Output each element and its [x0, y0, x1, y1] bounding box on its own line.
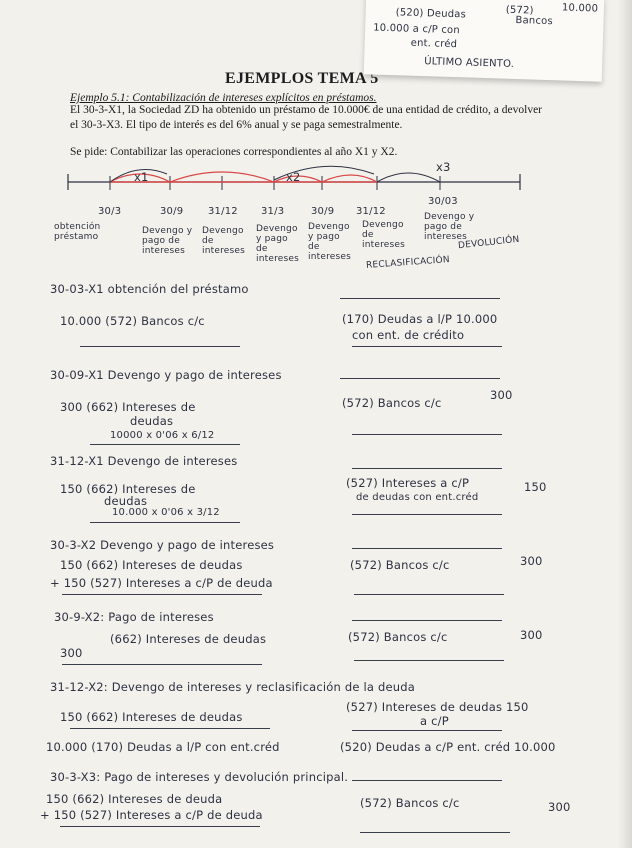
note-line2-left: 10.000 a c/P con	[373, 22, 461, 37]
timeline-date: 31/12	[208, 206, 238, 217]
ruled-line	[70, 728, 270, 729]
entry-credit: (572) Bancos c/c	[350, 558, 450, 572]
period-label-x2: x2	[286, 170, 301, 184]
ruled-line	[354, 594, 504, 595]
ruled-line	[340, 378, 500, 379]
page-title: EJEMPLOS TEMA 5	[225, 70, 379, 87]
entry-credit-amount: 150	[524, 480, 547, 494]
timeline-date: 30/03	[428, 196, 458, 207]
entry-credit-amount: 300	[548, 800, 571, 814]
entry-calculation: 10.000 x 0'06 x 3/12	[112, 507, 220, 518]
entry-credit: (572) Bancos c/c	[348, 630, 448, 644]
entry-debit-cont: + 150 (527) Intereses a c/P de deuda	[40, 808, 263, 822]
ruled-line	[352, 514, 502, 515]
timeline-date: 30/9	[311, 206, 335, 217]
timeline-event-label: obtención préstamo	[54, 222, 101, 242]
entry-debit: (662) Intereses de deudas	[110, 632, 267, 646]
note-line1-right: (572)	[505, 4, 534, 17]
timeline-event-label: Devengo y pago de intereses	[424, 212, 475, 242]
entry-credit-cont: de deudas con ent.créd	[356, 492, 479, 503]
timeline-date: 31/12	[356, 206, 386, 217]
ruled-line	[80, 346, 240, 347]
timeline-event-label: Devengo de intereses	[202, 226, 246, 256]
ruled-line	[90, 444, 240, 445]
entry-debit: 10.000 (572) Bancos c/c	[60, 314, 205, 328]
entry-title: 30-09-X1 Devengo y pago de intereses	[50, 368, 282, 382]
entry-credit: (572) Bancos c/c	[342, 396, 442, 410]
timeline-diagram	[62, 160, 532, 220]
entry-debit-cont: + 150 (527) Intereses a c/P de deuda	[50, 576, 273, 590]
reclasificacion-label: RECLASIFICACIÓN	[365, 255, 451, 271]
note-last-label: ÚLTIMO ASIENTO.	[423, 56, 515, 70]
example-statement-line1: El 30-3-X1, la Sociedad ZD ha obtenido un préstamo de 10.000€ de una entidad de crédito, a devolver	[70, 104, 542, 116]
timeline-event-label: Devengo y pago de intereses	[308, 222, 352, 262]
period-label-x3: x3	[436, 160, 451, 174]
timeline-date: 30/9	[160, 206, 184, 217]
sticky-note	[364, 0, 605, 82]
entry-debit-2: 10.000 (170) Deudas a l/P con ent.créd	[46, 740, 280, 754]
timeline-date: 30/3	[98, 206, 122, 217]
entry-credit-cont: a c/P	[420, 714, 449, 728]
ruled-line	[352, 548, 502, 549]
entry-credit-amount: 300	[520, 628, 543, 642]
entry-credit: (572) Bancos c/c	[360, 796, 460, 810]
entry-title: 30-3-X3: Pago de intereses y devolución principal.	[50, 770, 349, 784]
entry-credit: (527) Intereses de deudas 150	[346, 700, 529, 714]
ruled-line	[352, 346, 502, 347]
ruled-line	[340, 298, 500, 299]
note-line2-right: Bancos	[515, 14, 554, 28]
ruled-line	[352, 780, 502, 781]
ruled-line	[90, 522, 240, 523]
entry-credit: (170) Deudas a l/P 10.000	[342, 312, 498, 326]
entry-title: 31-12-X2: Devengo de intereses y reclasificación de la deuda	[50, 680, 415, 694]
page-edge-shadow	[618, 0, 632, 848]
example-heading: Ejemplo 5.1: Contabilización de intereses explícitos en préstamos.	[70, 92, 377, 104]
task-statement: Se pide: Contabilizar las operaciones correspondientes al año X1 y X2.	[70, 146, 398, 158]
period-label-x1: x1	[134, 170, 149, 184]
entry-calculation: 10000 x 0'06 x 6/12	[110, 430, 215, 441]
ruled-line	[62, 594, 262, 595]
ruled-line	[360, 832, 510, 833]
note-line1-left: (520) Deudas	[395, 7, 467, 21]
timeline-date: 31/3	[261, 206, 285, 217]
entry-debit: 150 (662) Intereses de deudas	[60, 710, 243, 724]
ruled-line	[352, 620, 502, 621]
entry-debit: 300 (662) Intereses de	[60, 400, 196, 414]
devolucion-label: DEVOLUCIÓN	[457, 234, 520, 252]
entry-debit: 150 (662) Intereses de	[60, 482, 196, 496]
ruled-line	[352, 468, 502, 469]
entry-credit-cont: con ent. de crédito	[352, 328, 465, 342]
entry-title: 31-12-X1 Devengo de intereses	[50, 454, 238, 468]
timeline-event-label: Devengo de intereses	[362, 220, 406, 250]
ruled-line	[354, 660, 504, 661]
entry-credit-2: (520) Deudas a c/P ent. créd 10.000	[340, 740, 556, 754]
entry-credit-amount: 300	[520, 554, 543, 568]
entry-debit: 150 (662) Intereses de deuda	[46, 792, 223, 806]
entry-debit-cont: deudas	[104, 494, 148, 508]
entry-credit-amount: 300	[490, 388, 513, 402]
entry-debit: 150 (662) Intereses de deudas	[60, 558, 243, 572]
timeline-event-label: Devengo y pago de intereses	[256, 224, 300, 264]
entry-title: 30-3-X2 Devengo y pago de intereses	[50, 538, 275, 552]
entry-credit: (527) Intereses a c/P	[346, 476, 470, 490]
ruled-line	[352, 730, 502, 731]
ruled-line	[352, 434, 502, 435]
entry-title: 30-9-X2: Pago de intereses	[54, 610, 214, 624]
entry-title: 30-03-X1 obtención del préstamo	[50, 282, 249, 296]
timeline-event-label: Devengo y pago de intereses	[142, 226, 193, 256]
note-line2-amount: 10.000	[561, 2, 599, 15]
note-line3: ent. créd	[410, 37, 458, 51]
example-statement-line2: el 30-3-X3. El tipo de interés es del 6% anual y se paga semestralmente.	[70, 119, 403, 131]
ruled-line	[62, 664, 262, 665]
entry-debit-cont: deudas	[130, 414, 174, 428]
ruled-line	[60, 826, 260, 827]
entry-debit-amount: 300	[60, 646, 83, 660]
